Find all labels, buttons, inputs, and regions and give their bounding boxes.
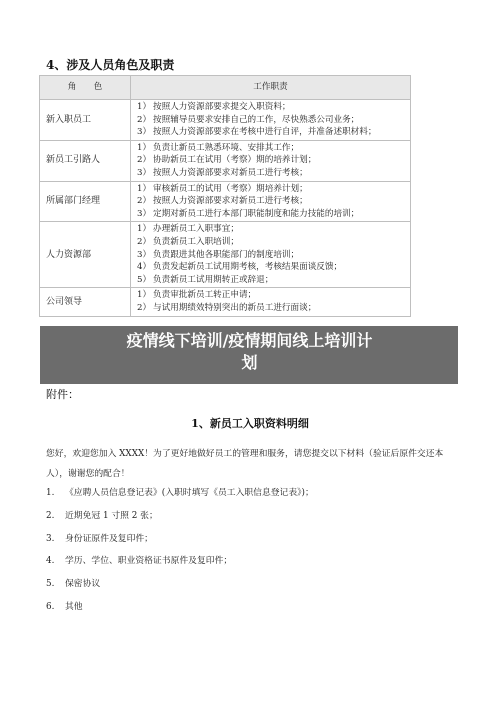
role-cell: 新员工引路人 <box>40 140 131 181</box>
duty-item <box>137 289 404 302</box>
duty-item <box>137 302 404 315</box>
header-duties: 工作职责 <box>131 76 411 100</box>
appendix-label: 附件： <box>46 388 79 401</box>
duty-number: 3） <box>137 249 152 260</box>
material-number: 4. <box>46 556 55 567</box>
duty-item <box>137 249 404 262</box>
duty-text: 定期对新员工进行本部门职能制度和能力技能的培训； <box>153 208 360 219</box>
duty-number: 1） <box>137 224 152 235</box>
duty-text: 负责审批新员工转正申请； <box>153 290 257 301</box>
duty-number: 3） <box>137 167 152 178</box>
material-number: 1. <box>46 488 55 498</box>
duties-cell <box>131 222 411 288</box>
duties-cell <box>131 181 411 222</box>
duty-text: 按照人力资源部要求对新员工进行考核； <box>153 167 308 178</box>
duty-item <box>137 114 404 127</box>
duty-item <box>137 261 404 274</box>
duty-text: 负责跟进其他各职能部门的制度培训； <box>153 249 300 260</box>
duty-item <box>137 142 404 155</box>
duties-cell <box>131 100 411 141</box>
material-number: 5. <box>46 579 55 590</box>
banner-title <box>52 330 447 374</box>
duty-text: 按照人力资源部要求提交入职资料； <box>153 102 291 112</box>
material-item <box>46 596 458 619</box>
duty-text: 协助新员工在试用（考察）期的培养计划； <box>153 155 317 166</box>
role-cell: 人力资源部 <box>40 222 131 288</box>
table-row <box>40 222 411 288</box>
duty-number: 1） <box>137 290 152 301</box>
banner-title-line-2: 划 <box>241 353 258 372</box>
duty-text: 与试用期绩效特别突出的新员工进行面谈； <box>153 302 317 313</box>
duty-text: 负责新员工试用期转正或辞退； <box>153 274 274 285</box>
role-cell: 所属部门经理 <box>40 181 131 222</box>
duty-text: 按照人力资源部要求在考核中进行自评，并准备述职材料； <box>153 127 377 138</box>
duty-item <box>137 154 404 167</box>
material-number: 6. <box>46 601 55 612</box>
duty-number: 2） <box>137 196 152 207</box>
material-item <box>46 505 458 528</box>
duty-number: 2） <box>137 114 152 125</box>
duty-number: 1） <box>137 102 152 112</box>
appendix-subheading: 1、新员工入职资料明细 <box>191 417 309 430</box>
material-text: 近期免冠 1 寸照 2 张； <box>65 510 158 521</box>
intro-paragraph: 您好，欢迎您加入 XXXX！为了更好地做好员工的管理和服务，请您提交以下材料（验证后原件交还本人），谢谢您的配合！ <box>46 449 444 479</box>
material-text: 保密协议 <box>65 579 101 590</box>
duty-number: 3） <box>137 208 152 219</box>
material-item <box>46 482 458 505</box>
material-number: 3. <box>46 533 55 544</box>
duties-cell <box>131 140 411 181</box>
duty-number: 3） <box>137 127 152 138</box>
table-row <box>40 288 411 316</box>
duty-text: 按照辅导员要求安排自己的工作，尽快熟悉公司业务； <box>153 114 360 125</box>
material-text: 学历、学位、职业资格证书原件及复印件； <box>65 556 233 567</box>
role-cell: 新入职员工 <box>40 100 131 141</box>
duty-item <box>137 236 404 249</box>
duty-number: 1） <box>137 183 152 194</box>
material-item <box>46 550 458 573</box>
material-number: 2. <box>46 510 55 521</box>
duty-number: 1） <box>137 142 152 153</box>
material-item <box>46 573 458 596</box>
header-role: 角 色 <box>40 76 131 100</box>
table-row <box>40 140 411 181</box>
duty-text: 按照人力资源部要求对新员工进行考核； <box>153 196 308 207</box>
section-title: 4、涉及人员角色及职责 <box>46 58 175 72</box>
duty-item <box>137 274 404 287</box>
duty-text: 办理新员工入职事宜； <box>153 224 239 235</box>
duty-text: 审核新员工的试用（考察）期培养计划； <box>153 183 308 194</box>
duty-item <box>137 167 404 180</box>
duty-number: 5） <box>137 274 152 285</box>
duty-text: 负责新员工入职培训； <box>153 236 239 247</box>
duty-text: 负责让新员工熟悉环境、安排其工作； <box>153 142 300 153</box>
table-header-row <box>40 76 411 100</box>
duty-number: 4） <box>137 262 152 273</box>
banner-title-line-1: 疫情线下培训/疫情期间线上培训计 <box>126 331 373 350</box>
duty-item <box>137 208 404 221</box>
material-text: 《应聘人员信息登记表》(入职时填写《员工入职信息登记表》)； <box>65 488 314 498</box>
table-row <box>40 100 411 141</box>
duty-item <box>137 101 404 114</box>
material-text: 身份证原件及复印件； <box>65 533 153 544</box>
duty-item <box>137 195 404 208</box>
duty-number: 2） <box>137 302 152 313</box>
duty-text: 负责发起新员工试用期考核，考核结果面谈反馈； <box>153 262 343 273</box>
duty-number: 2） <box>137 155 152 166</box>
duty-number: 2） <box>137 236 152 247</box>
materials-list <box>46 482 458 619</box>
duty-item <box>137 223 404 236</box>
duty-item <box>137 126 404 139</box>
material-text: 其他 <box>65 601 83 612</box>
duties-cell <box>131 288 411 316</box>
table-row <box>40 181 411 222</box>
duty-item <box>137 183 404 196</box>
role-cell: 公司领导 <box>40 288 131 316</box>
material-item <box>46 528 458 551</box>
roles-table <box>39 75 411 317</box>
